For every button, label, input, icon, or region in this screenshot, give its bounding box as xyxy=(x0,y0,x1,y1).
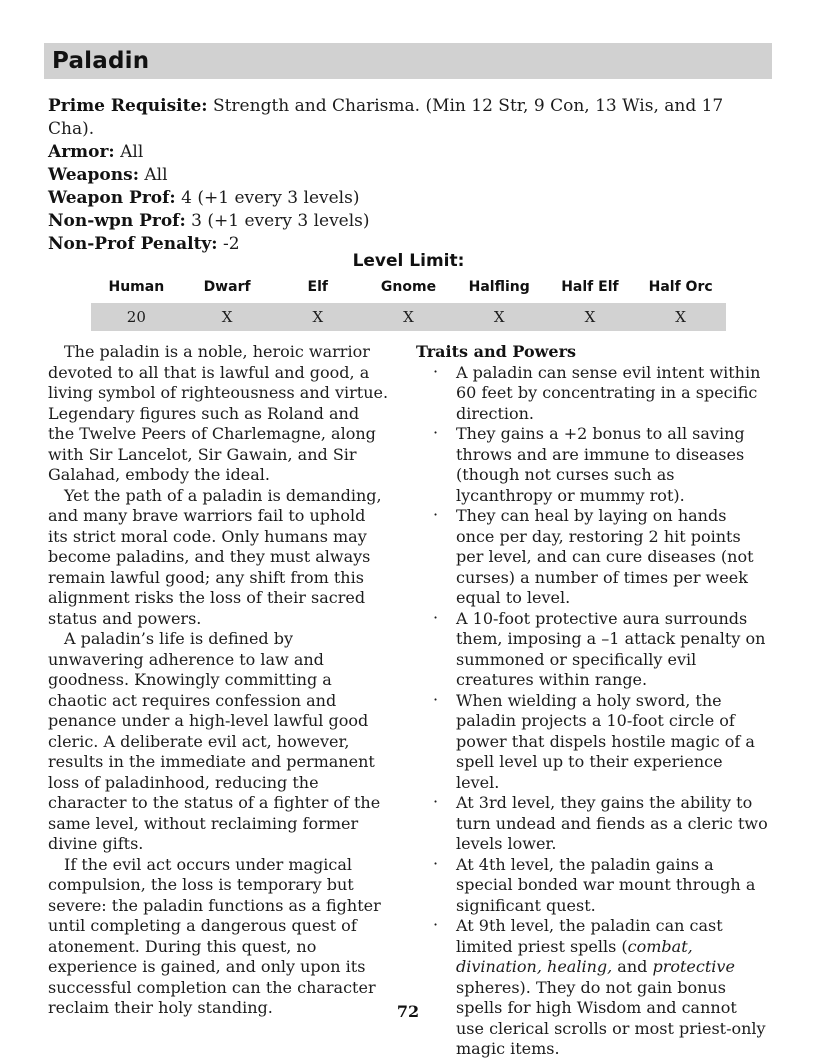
bullet-icon: · xyxy=(433,915,439,934)
stat-line xyxy=(48,164,768,187)
table-cell-half-orc: X xyxy=(675,308,686,326)
stat-label: Weapon Prof: xyxy=(48,188,176,208)
paragraph: The paladin is a noble, heroic warrior devoted to all that is lawful and good, a living symbol of righteousness and virtue. Legendary figures such as Roland and the Twelve Peers of Charlemagne, along with Sir Lancelot, Sir Gawain, and Sir Galahad, embody the ideal. xyxy=(48,342,389,484)
page-number: 72 xyxy=(396,1002,420,1021)
table-cell-elf: X xyxy=(312,308,324,326)
trait-text-italic: combat, divination, healing, xyxy=(456,936,693,976)
column-header-gnome: Gnome xyxy=(380,279,437,295)
stat-value: Strength and Charisma. (Min 12 Str, 9 Con, 13 Wis, and 17 Cha). xyxy=(48,96,724,139)
column-header-elf: Elf xyxy=(307,279,328,295)
stat-value: All xyxy=(144,165,168,185)
bullet-icon: · xyxy=(433,423,439,442)
trait-text-segment: spheres). They do not gain bonus spells for high Wisdom and cannot use clerical scrolls or most priest-only magic items. xyxy=(456,977,766,1058)
bullet-icon: · xyxy=(433,607,439,627)
trait-item xyxy=(416,855,768,917)
stat-value: 3 (+1 every 3 levels) xyxy=(191,211,370,231)
trait-text-segment: and xyxy=(612,957,653,976)
page-footer xyxy=(48,1002,768,1021)
trait-item xyxy=(416,793,768,855)
trait-text-italic: protective xyxy=(652,957,735,976)
trait-text: When wielding a holy sword, the paladin projects a 10-foot circle of power that dispels hostile magic of a spell level up to their experience level. xyxy=(456,690,755,792)
page-title: Paladin xyxy=(52,48,150,74)
body-columns xyxy=(48,342,768,1060)
stat-line xyxy=(48,210,768,233)
description-column xyxy=(48,342,390,1060)
traits-heading: Traits and Powers xyxy=(416,342,577,361)
table-cell-dwarf: X xyxy=(221,308,233,326)
stat-value: All xyxy=(120,142,144,162)
stat-label: Non-Prof Penalty: xyxy=(48,234,218,254)
trait-text: They can heal by laying on hands once per day, restoring 2 hit points per level, and can cure diseases (not curses) a number of times per week equal to level. xyxy=(456,506,754,607)
trait-item xyxy=(416,363,768,425)
trait-item xyxy=(416,916,768,1060)
bullet-icon: · xyxy=(433,361,439,381)
section-header xyxy=(44,43,772,79)
column-header-halfling: Halfling xyxy=(468,279,530,295)
level-limit-table xyxy=(91,251,726,331)
bullet-icon: · xyxy=(433,792,439,811)
paragraph: If the evil act occurs under magical compulsion, the loss is temporary but severe: the paladin functions as a fighter until completing a dangerous quest of atonement. During this quest, no experience is gained, and only upon its successful completion can the character reclaim their holy standing. xyxy=(48,854,381,1017)
bullet-icon: · xyxy=(433,505,439,524)
paragraph: A paladin’s life is defined by unwavering adherence to law and goodness. Knowingly committing a chaotic act requires confession and penance under a high-level lawful good cleric. A deliberate evil act, however, results in the immediate and permanent loss of paladinhood, reducing the character to the status of a fighter of the same level, without reclaiming former divine gifts. xyxy=(48,629,381,853)
stat-label: Prime Requisite: xyxy=(48,96,208,116)
trait-text: At 3rd level, they gains the ability to turn undead and fiends as a cleric two levels lower. xyxy=(456,793,768,853)
bullet-icon: · xyxy=(433,853,439,873)
stat-label: Non-wpn Prof: xyxy=(48,211,186,231)
stat-line xyxy=(48,187,768,210)
trait-item xyxy=(416,609,768,691)
paragraph: Yet the path of a paladin is demanding, and many brave warriors fail to uphold its strict moral code. Only humans may become paladins, and they must always remain lawful good; any shift from this alignment risks the loss of their sacred status and powers. xyxy=(48,485,382,628)
stat-value: 4 (+1 every 3 levels) xyxy=(181,188,360,208)
trait-text: At 4th level, the paladin gains a special bonded war mount through a significant quest. xyxy=(456,854,756,915)
trait-item xyxy=(416,424,768,506)
trait-text: A paladin can sense evil intent within 60 feet by concentrating in a specific direction. xyxy=(456,362,761,423)
table-cell-halfling: X xyxy=(493,308,505,326)
traits-column xyxy=(416,342,768,1060)
level-limit-header-row xyxy=(91,279,726,295)
trait-text: A 10-foot protective aura surrounds them, imposing a –1 attack penalty on summoned or specifically evil creatures within range. xyxy=(456,608,766,689)
table-cell-gnome: X xyxy=(403,308,414,326)
trait-item xyxy=(416,506,768,609)
column-header-dwarf: Dwarf xyxy=(203,279,251,295)
stats-block xyxy=(48,95,768,256)
stat-line xyxy=(48,95,768,141)
stat-label: Weapons: xyxy=(48,165,139,185)
bullet-icon: · xyxy=(433,689,439,709)
stat-label: Armor: xyxy=(48,142,115,162)
traits-list xyxy=(416,363,768,1060)
column-header-half-elf: Half Elf xyxy=(561,279,619,295)
level-limit-title: Level Limit: xyxy=(352,251,465,271)
trait-item xyxy=(416,691,768,794)
column-header-human: Human xyxy=(108,279,165,295)
level-limit-value-row xyxy=(91,303,726,331)
trait-text-segment: At 9th level, the paladin can cast limited priest spells ( xyxy=(456,916,723,956)
table-cell-half-elf: X xyxy=(584,308,596,326)
stat-value: -2 xyxy=(223,234,240,254)
trait-text: They gains a +2 bonus to all saving throws and are immune to diseases (though not curses such as lycanthropy or mummy rot). xyxy=(456,424,745,505)
stat-line xyxy=(48,141,768,164)
table-cell-human: 20 xyxy=(126,308,146,326)
column-header-half-orc: Half Orc xyxy=(648,279,713,295)
